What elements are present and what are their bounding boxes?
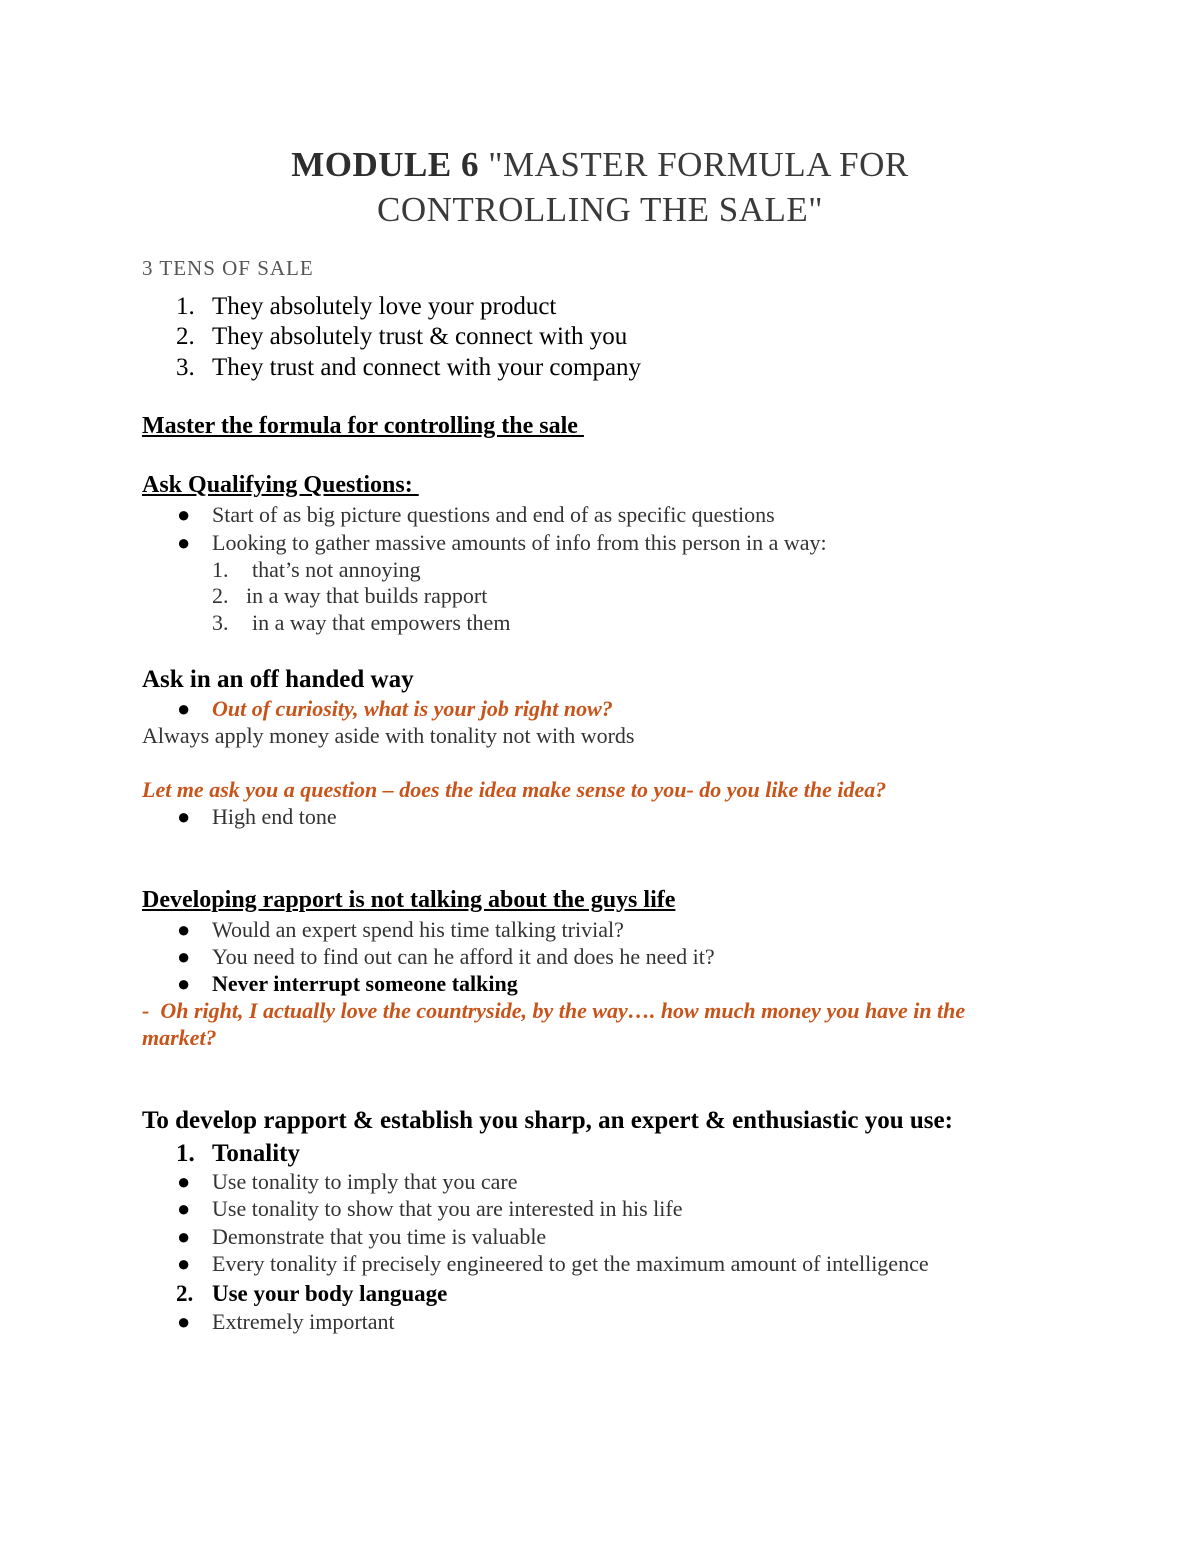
list-number: 1. (212, 557, 229, 582)
list-text: Use tonality to show that you are interested in his life (212, 1196, 683, 1221)
list-text: Out of curiosity, what is your job right now? (212, 696, 613, 721)
list-text: Demonstrate that you time is valuable (212, 1224, 547, 1249)
list-number: 3. (176, 354, 195, 381)
list-item (177, 971, 518, 997)
list-text: Use your body language (212, 1281, 448, 1306)
list-text: Would an expert spend his time talking trivial? (212, 917, 624, 942)
list-item (176, 323, 628, 351)
list-text: in a way that empowers them (252, 610, 511, 635)
list-text: They absolutely love your product (212, 293, 557, 320)
list-item (212, 583, 487, 609)
list-text: that’s not annoying (252, 557, 421, 582)
bullet-icon: ● (177, 917, 191, 942)
list-item (177, 530, 827, 556)
list-text: You need to find out can he afford it and does he need it? (212, 944, 715, 969)
title-bold: MODULE 6 (291, 145, 479, 184)
list-number: 2. (176, 1281, 194, 1306)
bullet-icon: ● (177, 1309, 191, 1334)
list-text: Never interrupt someone talking (212, 971, 518, 996)
list-number: 1. (176, 1140, 195, 1167)
list-number: 2. (176, 323, 195, 350)
bullet-icon: ● (177, 971, 191, 996)
list-item (177, 1196, 683, 1222)
list-text: in a way that builds rapport (246, 583, 488, 608)
page-title-line1 (0, 145, 1200, 185)
bullet-icon: ● (177, 1251, 191, 1276)
list-item (177, 696, 613, 722)
list-item (176, 1281, 448, 1307)
bullet-icon: ● (177, 696, 191, 721)
page-title-line2: CONTROLLING THE SALE" (376, 190, 824, 229)
list-item (212, 610, 510, 636)
bullet-icon: ● (177, 530, 191, 555)
bullet-icon: ● (177, 804, 191, 829)
list-item (176, 1140, 301, 1168)
section-heading-develop: To develop rapport & establish you sharp, an expert & enthusiastic you use: (142, 1107, 953, 1134)
list-item (177, 1251, 929, 1277)
list-text: Tonality (212, 1140, 301, 1167)
list-item (177, 502, 775, 528)
bullet-icon: ● (177, 944, 191, 969)
list-item (177, 804, 337, 830)
list-number: 2. (212, 583, 229, 608)
example-quote: Let me ask you a question – does the idea make sense to you- do you like the idea? (142, 777, 887, 802)
bullet-icon: ● (177, 1169, 191, 1194)
list-item (177, 917, 624, 943)
list-text: They absolutely trust & connect with you (212, 323, 628, 350)
section-heading-qualifying: Ask Qualifying Questions: (142, 472, 419, 498)
example-quote-cont: market? (142, 1025, 217, 1050)
tens-heading: 3 TENS OF SALE (142, 256, 314, 280)
list-item (176, 293, 557, 321)
bullet-icon: ● (177, 1196, 191, 1221)
example-quote: - Oh right, I actually love the countryside, by the way…. how much money you have in the (142, 998, 966, 1023)
bullet-icon: ● (177, 1224, 191, 1249)
body-text: Always apply money aside with tonality not with words (142, 723, 635, 748)
list-text: Every tonality if precisely engineered to get the maximum amount of intelligence (212, 1251, 929, 1276)
list-text: High end tone (212, 804, 337, 829)
list-text: Extremely important (212, 1309, 395, 1334)
list-text: They trust and connect with your company (212, 354, 642, 381)
list-item (177, 1169, 518, 1195)
list-item (177, 1224, 547, 1250)
list-text: Start of as big picture questions and end of as specific questions (212, 502, 775, 527)
list-text: Looking to gather massive amounts of info from this person in a way: (212, 530, 827, 555)
list-item (177, 944, 715, 970)
list-item (176, 354, 642, 382)
bullet-icon: ● (177, 502, 191, 527)
list-item (177, 1309, 395, 1335)
section-heading-rapport: Developing rapport is not talking about the guys life (142, 887, 676, 913)
title-rest: "MASTER FORMULA FOR (478, 145, 909, 184)
section-heading-master: Master the formula for controlling the sale (142, 413, 584, 439)
list-item (212, 557, 421, 583)
list-number: 1. (176, 293, 195, 320)
list-text: Use tonality to imply that you care (212, 1169, 518, 1194)
section-heading-offhand: Ask in an off handed way (142, 666, 414, 693)
list-number: 3. (212, 610, 229, 635)
